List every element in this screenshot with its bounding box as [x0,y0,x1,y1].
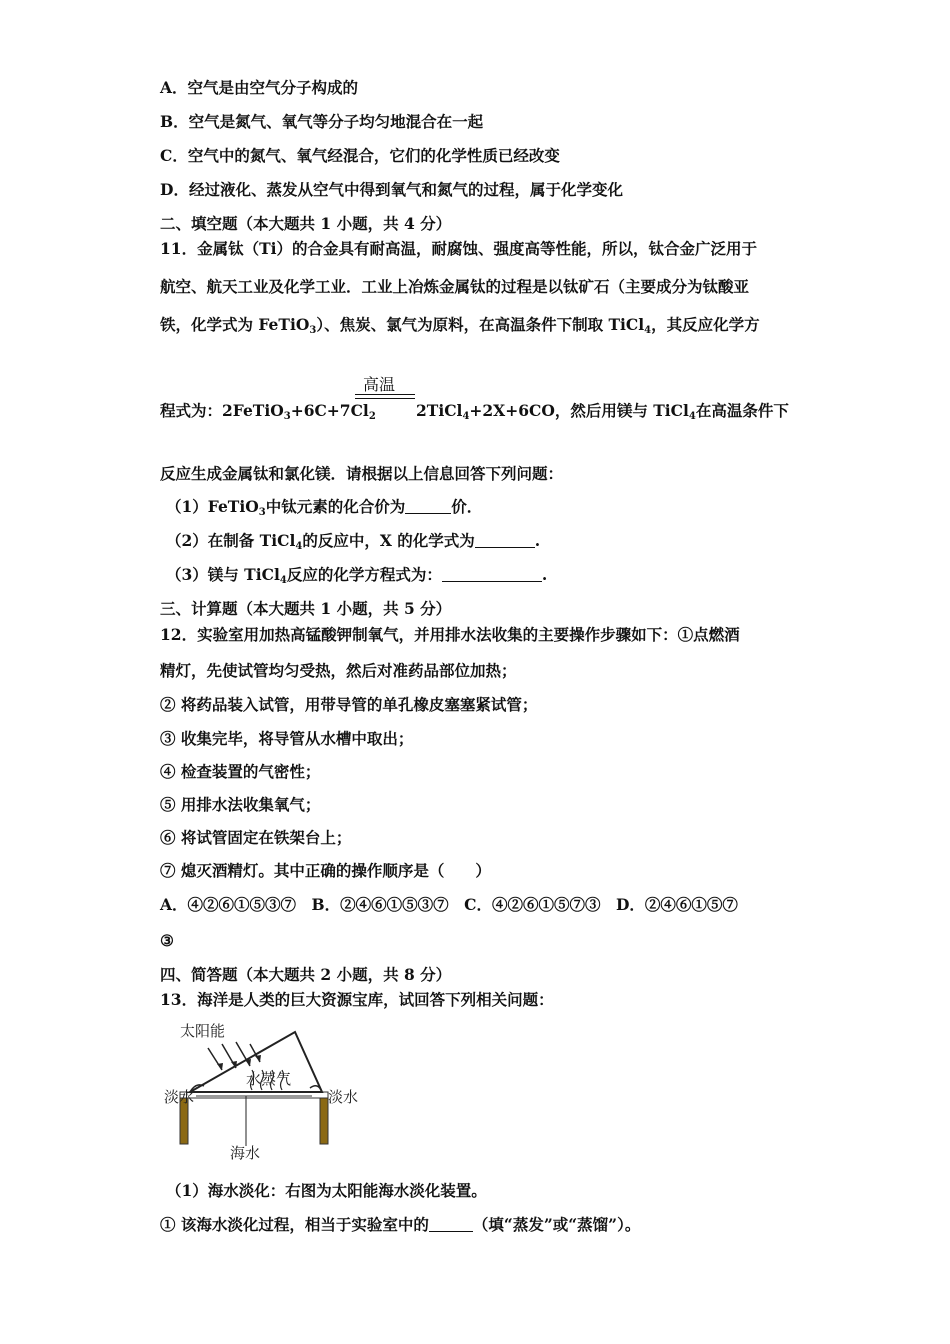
q12-line-2: 精灯，先使试管均匀受热，然后对准药品部位加热； [160,661,517,680]
label-solar-energy: 太阳能 [180,1022,226,1040]
q12-options: A．④②⑥①⑤③⑦ B．②④⑥①⑤③⑦ C．④②⑥①⑤⑦③ D．②④⑥①⑤⑦ [160,895,738,914]
q11-equation-left: 程式为：$2FeTiO_3+6C+7Cl_2$ [160,401,376,422]
q11-equation-right: 2TiCl$_4$+2X+6CO，然后用镁与 TiCl$_4$在高温条件下 [416,401,789,422]
answer-blank[interactable] [475,532,535,548]
section-heading-short-answer: 四、简答题（本大题共 2 小题，共 8 分） [160,965,452,984]
solar-desalination-diagram [160,1018,370,1168]
label-seawater: 海水 [230,1144,261,1162]
q12-step-3: ③ 收集完毕，将导管从水槽中取出； [160,729,414,748]
q12-step-2: ② 将药品装入试管，用带导管的单孔橡皮塞塞紧试管； [160,695,538,714]
right-leg [320,1096,328,1144]
q12-step-7: ⑦ 熄灭酒精灯。其中正确的操作顺序是（ ） [160,861,491,880]
q11-part-3: （3）镁与 TiCl$_4$反应的化学方程式为： . [166,565,548,586]
answer-blank[interactable] [442,566,542,582]
q11-part-1: （1）FeTiO$_3$中钛元素的化合价为 价． [166,497,483,518]
q11-part-2: （2）在制备 TiCl$_4$的反应中，X 的化学式为 . [166,531,541,552]
label-fresh-water-right: 淡水 [328,1088,359,1106]
section-heading-calculation: 三、计算题（本大题共 1 小题，共 5 分） [160,599,452,618]
q11-line-3: 铁，化学式为 FeTiO$_3$）、焦炭、氯气为原料，在高温条件下制取 TiCl$_4$，其反应化学方 [160,315,760,336]
q12-step-4: ④ 检查装置的气密性； [160,762,321,781]
reaction-arrow-double-line [355,394,415,399]
q10-option-d: D．经过液化、蒸发从空气中得到氧气和氮气的过程，属于化学变化 [160,180,623,199]
q13-part-1: （1）海水淡化：右图为太阳能海水淡化装置。 [166,1181,487,1200]
q12-step-6: ⑥ 将试管固定在铁架台上； [160,828,352,847]
q10-option-a: A．空气是由空气分子构成的 [160,78,359,97]
q10-option-b: B．空气是氮气、氧气等分子均匀地混合在一起 [160,112,484,131]
section-heading-fill-in: 二、填空题（本大题共 1 小题，共 4 分） [160,214,452,233]
answer-blank[interactable] [429,1216,473,1232]
label-water-vapor: 水蒸气 [246,1070,292,1088]
q10-option-c: C．空气中的氮气、氧气经混合，它们的化学性质已经改变 [160,146,560,165]
q12-step-5: ⑤ 用排水法收集氧气； [160,795,321,814]
q11-line-1: 11．金属钛（Ti）的合金具有耐高温，耐腐蚀、强度高等性能，所以，钛合金广泛用于 [160,239,757,258]
reaction-condition-label: 高温 [363,375,396,394]
q12-line-1: 12．实验室用加热高锰酸钾制氧气，并用排水法收集的主要操作步骤如下：①点燃酒 [160,625,740,644]
q13-part-1-question: ① 该海水淡化过程，相当于实验室中的 （填“蒸发”或“蒸馏”）。 [160,1215,641,1234]
label-fresh-water-left: 淡水 [164,1088,195,1106]
q13-line-1: 13．海洋是人类的巨大资源宝库，试回答下列相关问题： [160,990,554,1009]
q11-line-2: 航空、航天工业及化学工业．工业上冶炼金属钛的过程是以钛矿石（主要成分为钛酸亚 [160,277,750,296]
q11-line-5: 反应生成金属钛和氯化镁．请根据以上信息回答下列问题： [160,464,564,483]
answer-blank[interactable] [405,498,451,514]
q12-options-wrap: ③ [160,931,174,950]
